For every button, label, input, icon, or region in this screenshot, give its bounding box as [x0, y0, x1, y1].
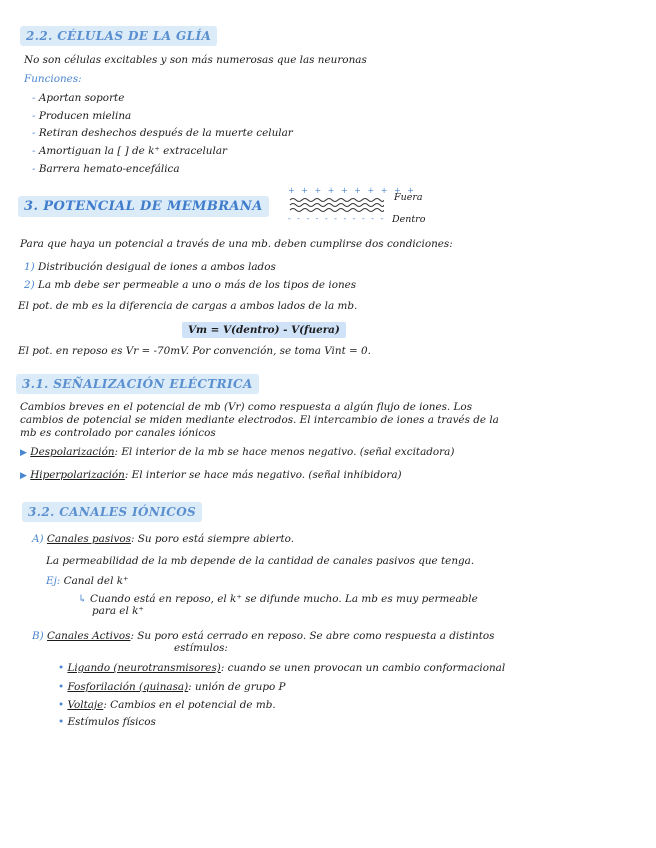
list-item: - Amortiguan la [ ] de k⁺ extracelular	[32, 145, 227, 157]
example: Ej: Canal del k⁺	[46, 575, 129, 587]
paragraph-line: Cambios breves en el potencial de mb (Vr) como respuesta a algún flujo de iones. Los	[20, 401, 473, 413]
dentro-label: Dentro	[392, 214, 426, 225]
definition: El pot. de mb es la diferencia de cargas a ambos lados de la mb.	[18, 300, 358, 312]
list-item: • Ligando (neurotransmisores): cuando se unen provocan un cambio conformacional	[58, 662, 506, 674]
section-title-glia: 2.2. CÉLULAS DE LA GLÍA	[20, 26, 217, 46]
reposo-text: El pot. en reposo es Vr = -70mV. Por convención, se toma Vint = 0.	[18, 345, 371, 357]
despolarizacion-item: ▶ Despolarización: El interior de la mb se hace menos negativo. (señal excitadora)	[20, 446, 455, 458]
lipid-bilayer-icon	[288, 196, 384, 214]
plus-charges: + + + + + + + + + +	[288, 186, 416, 195]
list-item: • Fosforilación (quinasa): unión de grupo P	[58, 681, 286, 693]
canales-pasivos: A) Canales pasivos: Su poro está siempre abierto.	[32, 533, 295, 545]
formula: Vm = V(dentro) - V(fuera)	[182, 322, 346, 338]
minus-charges: - - - - - - - - - - -	[288, 214, 386, 223]
list-item: - Producen mielina	[32, 110, 132, 122]
fuera-label: Fuera	[394, 192, 423, 203]
canales-activos: B) Canales Activos: Su poro está cerrado en reposo. Se abre como respuesta a distintos	[32, 630, 495, 642]
example-detail-cont: para el k⁺	[92, 605, 144, 617]
paragraph-line: cambios de potencial se miden mediante electrodos. El intercambio de iones a través de la	[20, 414, 499, 426]
list-item: - Retiran deshechos después de la muerte celular	[32, 127, 293, 139]
activos-detail: estímulos:	[174, 642, 228, 654]
list-item: • Voltaje: Cambios en el potencial de mb.	[58, 699, 276, 711]
section-title-senalizacion: 3.1. SEÑALIZACIÓN ELÉCTRICA	[16, 374, 259, 394]
section-title-canales: 3.2. CANALES IÓNICOS	[22, 502, 202, 522]
return-arrow-icon: ↳	[78, 593, 87, 605]
condition-2: 2) La mb debe ser permeable a uno o más de los tipos de iones	[24, 279, 357, 291]
list-item: • Estímulos físicos	[58, 716, 156, 728]
funciones-label: Funciones:	[24, 73, 82, 85]
hiperpolarizacion-item: ▶ Hiperpolarización: El interior se hace más negativo. (señal inhibidora)	[20, 469, 402, 481]
paragraph-line: mb es controlado por canales iónicos	[20, 427, 216, 439]
section-title-potencial: 3. POTENCIAL DE MEMBRANA	[18, 196, 269, 217]
pasivos-detail: La permeabilidad de la mb depende de la cantidad de canales pasivos que tenga.	[46, 555, 475, 567]
triangle-bullet-icon: ▶	[20, 471, 27, 481]
glia-intro: No son células excitables y son más numerosas que las neuronas	[24, 54, 367, 66]
conditions-intro: Para que haya un potencial a través de una mb. deben cumplirse dos condiciones:	[20, 238, 453, 250]
triangle-bullet-icon: ▶	[20, 448, 27, 458]
list-item: - Aportan soporte	[32, 92, 125, 104]
condition-1: 1) Distribución desigual de iones a ambos lados	[24, 261, 276, 273]
example-detail: ↳ Cuando está en reposo, el k⁺ se difunde mucho. La mb es muy permeable	[78, 593, 478, 605]
list-item: - Barrera hemato-encefálica	[32, 163, 180, 175]
